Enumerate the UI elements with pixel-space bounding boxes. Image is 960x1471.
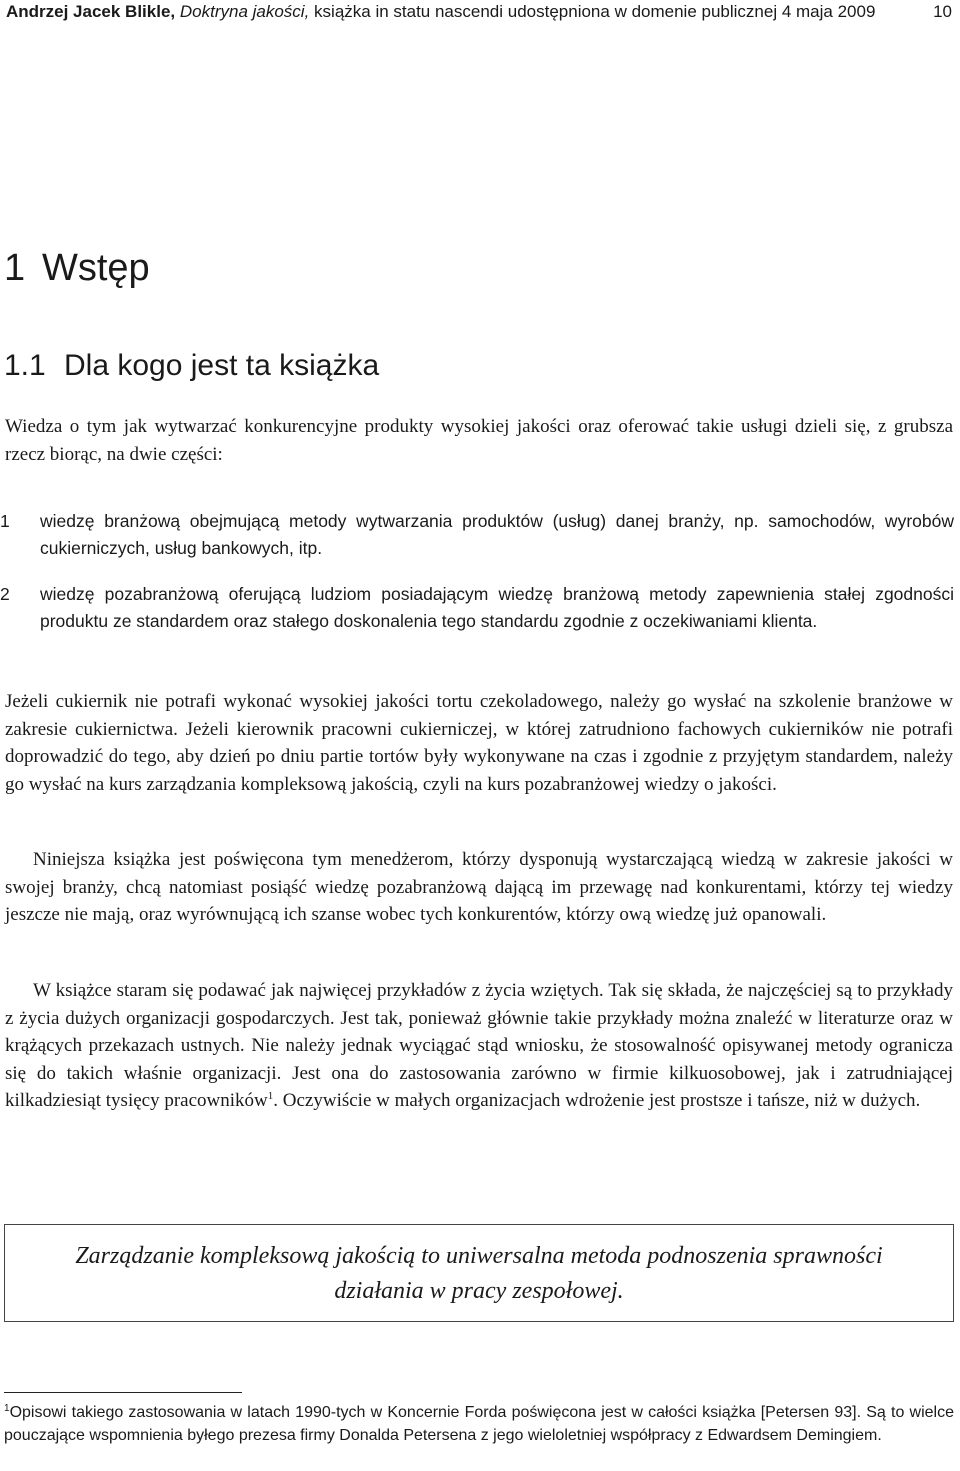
section-title: Dla kogo jest ta książka [64,349,380,382]
chapter-heading [4,243,150,293]
list-text: wiedzę pozabranżową oferującą ludziom posiadającym wiedzę branżową metody zapewnienia stałej zgodności produktu ze standardem oraz stałego doskonalenia tego standardu zgodnie z oczekiwaniami klienta. [40,584,954,631]
callout-box [4,1224,954,1322]
page-number: 10 [933,2,952,21]
paragraph-text: W książce staram się podawać jak najwięcej przykładów z życia wziętych. Tak się składa, że najczęściej są to przykłady z życia dużych organizacji gospodarczych. Jest tak, ponieważ głównie takie przykłady można znaleźć w literaturze oraz w krążących przekazach ustnych. Nie należy jednak wyciągać stąd wniosku, że stosowalność opisywanej metody ogranicza się do takich właśnie organizacji. Jest ona do zastosowania zarówno w firmie kilkuosobowej, jak i zatrudniającej kilkadziesiąt tysięcy pracowników [5,980,953,1111]
section-heading [4,344,379,388]
header-title: Doktryna jakości, [179,2,310,21]
footnote-marker: 1 [4,1403,10,1414]
footnote [4,1401,954,1447]
body-paragraph: Jeżeli cukiernik nie potrafi wykonać wysokiej jakości tortu czekoladowego, należy go wysłać na szkolenie branżowe w zakresie cukiernictwa. Jeżeli kierownik pracowni cukierniczej, w której zatrudniono fachowych cukierników nie potrafi doprowadzić do tego, aby dzień po dniu partie tortów były wykonywane na czas i zgodnie z przyjętym standardem, należy go wysłać na kurs zarządzania kompleksową jakością, czyli na kurs pozabranżowej wiedzy o jakości. [5,691,953,795]
list-item [0,508,954,562]
list-number: 2 [0,584,10,604]
chapter-number: 1 [4,247,26,289]
section-number: 1.1 [4,349,46,382]
header-author: Andrzej Jacek Blikle, [6,2,176,21]
list-item [0,581,954,635]
callout-text: Zarządzanie kompleksową jakością to uniwersalna metoda podnoszenia sprawności działania w pracy zespołowej. [75,1243,883,1304]
body-paragraph [5,977,953,1115]
chapter-title: Wstęp [42,247,150,289]
list-number: 1 [0,511,10,531]
body-paragraph: Niniejsza książka jest poświęcona tym menedżerom, którzy dysponują wystarczającą wiedzą w zakresie jakości w swojej branży, chcą natomiast posiąść wiedzę pozabranżową dającą im przewagę nad konkurentami, którzy tej wiedzy jeszcze nie mają, oraz wyrównującą ich szanse wobec tych konkurentów, którzy ową wiedzę już opanowali. [5,849,953,925]
intro-paragraph: Wiedza o tym jak wytwarzać konkurencyjne produkty wysokiej jakości oraz oferować takie usługi dzieli się, z grubsza rzecz biorąc, na dwie części: [5,416,953,465]
list-text: wiedzę branżową obejmującą metody wytwarzania produktów (usług) danej branży, np. samochodów, wyrobów cukierniczych, usług bankowych, itp. [40,511,954,558]
header-description: książka in statu nascendi udostępniona w domenie publicznej 4 maja 2009 [309,2,876,21]
paragraph-text: . Oczywiście w małych organizacjach wdrożenie jest prostsze i tańsze, niż w dużych. [273,1090,921,1111]
footnote-text: Opisowi takiego zastosowania w latach 1990-tych w Koncernie Forda poświęcona jest w całości książka [Petersen 93]. Są to wielce pouczające wspomnienia byłego prezesa firmy Donalda Petersena z jego wieloletniej współpracy z Edwardsem Demingiem. [4,1404,954,1444]
running-header [6,0,956,24]
footnote-reference[interactable]: 1 [267,1090,274,1102]
footnote-divider [4,1392,242,1393]
